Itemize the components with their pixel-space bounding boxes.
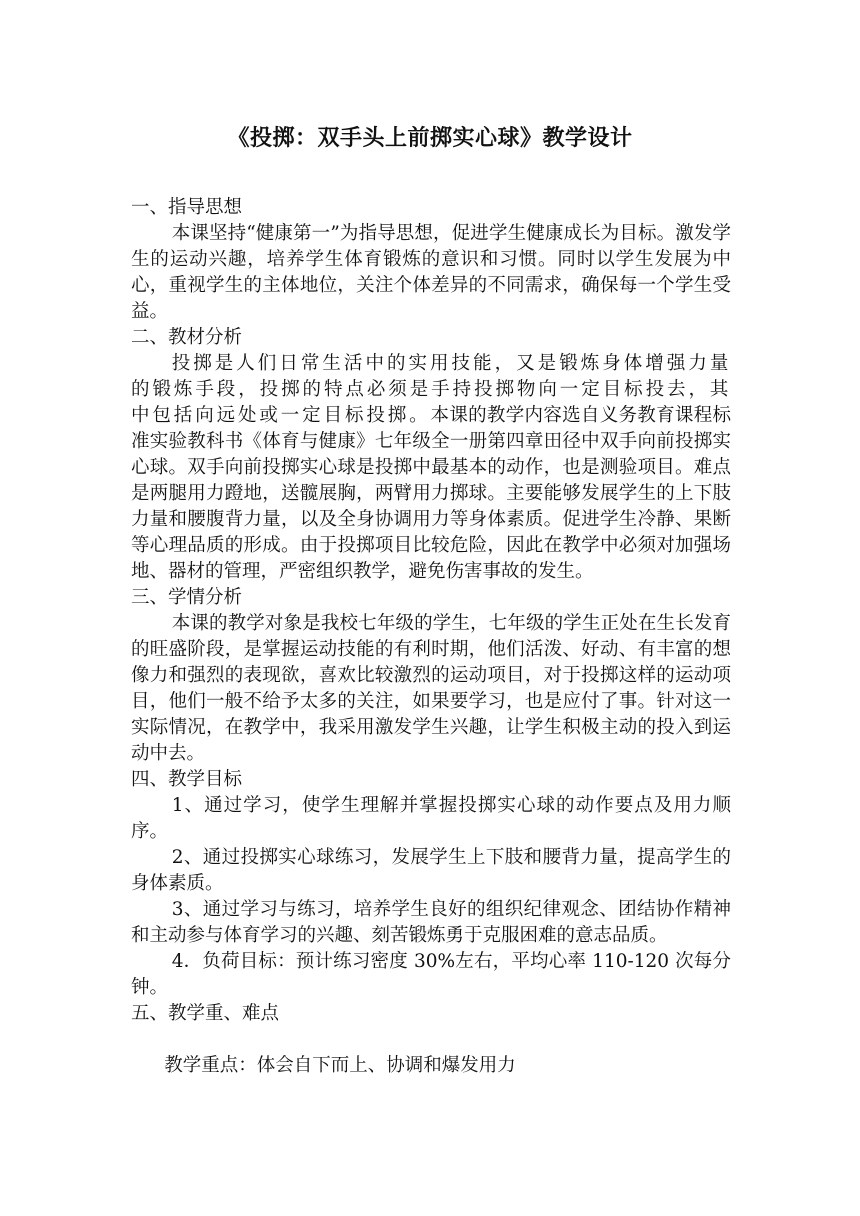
paragraph-guiding-ideology: 本课坚持“健康第一”为指导思想，促进学生健康成长为目标。激发学生的运动兴趣，培养学生体育锻炼的意识和习惯。同时以学生发展为中心，重视学生的主体地位，关注个体差异的不同需求，确保每一个学生受益。 (131, 223, 731, 322)
paragraph-material-analysis-part2: 本课的教学内容选自义务教育课程标准实验教科书《体育与健康》七年级全一册第四章田径中双手向前投掷实心球。双手向前投掷实心球是投掷中最基本的动作，也是测验项目。难点是两腿用力蹬地，送髋展胸，两臂用力掷球。主要能够发展学生的上下肢力量和腰腹背力量，以及全身协调用力等身体素质。促进学生冷静、果断等心理品质的形成。由于投掷项目比较危险，因此在教学中必须对加强场地、器材的管理，严密组织教学，避免伤害事故的发生。 (131, 405, 731, 582)
objective-item-2: 2、通过投掷实心球练习，发展学生上下肢和腰背力量，提高学生的身体素质。 (131, 847, 731, 894)
blank-line (131, 1027, 731, 1053)
document-title: 《投掷：双手头上前掷实心球》教学设计 (227, 126, 633, 151)
section-heading-material-analysis: 二、教材分析 (131, 327, 243, 348)
document-body (131, 195, 731, 1079)
section-heading-key-points: 五、教学重、难点 (131, 1003, 280, 1024)
objective-item-3: 3、通过学习与练习，培养学生良好的组织纪律观念、团结协作精神和主动参与体育学习的兴趣、刻苦锻炼勇于克服困难的意志品质。 (131, 899, 731, 946)
section-heading-teaching-objectives: 四、教学目标 (131, 769, 243, 790)
section-heading-student-analysis: 三、学情分析 (131, 587, 243, 608)
objective-item-4: 4．负荷目标：预计练习密度 30%左右，平均心率 110-120 次每分钟。 (131, 951, 731, 998)
paragraph-material-analysis (131, 351, 731, 585)
section-heading-guiding-ideology: 一、指导思想 (131, 197, 243, 218)
objective-item-1: 1、通过学习，使学生理解并掌握投掷实心球的动作要点及用力顺序。 (131, 795, 731, 842)
paragraph-student-analysis: 本课的教学对象是我校七年级的学生，七年级的学生正处在生长发育的旺盛阶段，是掌握运动技能的有利时期，他们活泼、好动、有丰富的想像力和强烈的表现欲，喜欢比较激烈的运动项目，对于投掷这样的运动项目，他们一般不给予太多的关注，如果要学习，也是应付了事。针对这一实际情况，在教学中，我采用激发学生兴趣，让学生积极主动的投入到运动中去。 (131, 613, 731, 764)
paragraph-material-analysis-part1: 投掷是人们日常生活中的实用技能，又是锻炼身体增强力量的锻炼手段，投掷的特点必须是手持投掷物向一定目标投去，其中包括向远处或一定目标投掷。 (131, 353, 731, 426)
paragraph-teaching-key-point: 教学重点：体会自下而上、协调和爆发用力 (164, 1055, 516, 1076)
